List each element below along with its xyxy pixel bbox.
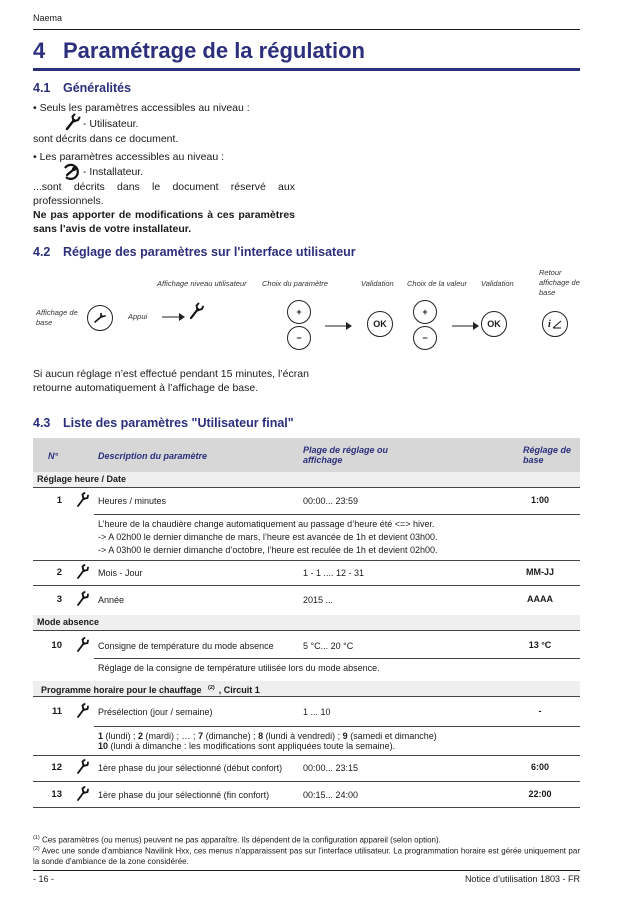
wrench-icon — [93, 312, 107, 324]
option-code: 10 — [98, 741, 109, 751]
arrow-right-icon — [162, 309, 186, 319]
footnote-mark: (1) — [33, 835, 40, 841]
ok-label: OK — [487, 319, 501, 329]
footnote-text: Ces paramètres (ou menus) peuvent ne pas apparaître. Ils dépendent de la configuration appareil (selon option). — [39, 835, 441, 845]
option-code: 1 — [98, 731, 104, 741]
s41-line1: • Seuls les paramètres accessibles au niveau : — [33, 102, 250, 114]
row-note: Réglage de la consigne de température utilisée lors du mode absence. — [98, 663, 380, 673]
wrench-icon — [75, 637, 89, 653]
wrench-icon — [75, 492, 89, 508]
ok-label: OK — [373, 319, 387, 329]
svg-text:i: i — [548, 319, 551, 330]
chapter-title-text: Paramétrage de la régulation — [63, 38, 365, 63]
col-header-num: N° — [48, 451, 59, 461]
table-row — [33, 697, 580, 726]
group-heading — [33, 681, 580, 696]
dial-button[interactable] — [87, 305, 113, 331]
row-default: 1:00 — [530, 495, 549, 505]
ok-button[interactable] — [481, 311, 507, 337]
row-default: 22:00 — [528, 789, 552, 799]
header-divider — [33, 29, 580, 30]
caption-retour: Retour affichage de base — [539, 268, 580, 297]
caption-niveau-utilisateur: Affichage niveau utilisateur — [157, 279, 247, 288]
section-title-text: Réglage des paramètres sur l'interface utilisateur — [63, 245, 356, 259]
wrench-icon — [75, 591, 89, 607]
section-4-3-title — [33, 416, 294, 430]
s41-line4: ...sont décrits dans le document réservé aux professionnels. — [33, 181, 295, 207]
caption-affichage-base: Affichage de base — [36, 308, 78, 327]
row-range: 1 - 1 .... 12 - 31 — [303, 568, 365, 578]
row-number: 11 — [51, 706, 62, 717]
plus-button[interactable] — [413, 300, 437, 324]
ok-button[interactable] — [367, 311, 393, 337]
wrench-icon — [75, 759, 89, 775]
row-range: 00:00... 23:15 — [303, 763, 359, 773]
section-title-text: Généralités — [63, 81, 132, 95]
footnote-2 — [33, 844, 580, 867]
row-description: 1ère phase du jour sélectionné (fin confort) — [98, 790, 270, 800]
table-row — [33, 782, 580, 807]
option-text: (samedi et dimanche) — [347, 731, 437, 741]
row-description: Année — [98, 595, 125, 605]
row-default: AAAA — [527, 594, 553, 604]
plus-glyph: + — [422, 307, 428, 317]
row-number: 2 — [56, 567, 62, 578]
s41-line3: • Les paramètres accessibles au niveau : — [33, 151, 225, 163]
row-note: -> A 02h00 le dernier dimanche de mars, l’heure est avancée de 1h et devient 03h00. — [98, 532, 438, 542]
caption-choix-parametre: Choix du paramètre — [262, 279, 328, 288]
row-note: L’heure de la chaudière change automatiquement au passage d’heure été <=> hiver. — [98, 519, 435, 529]
table-row — [33, 586, 580, 613]
section-number: 4.1 — [33, 81, 51, 95]
chapter-rule — [33, 68, 580, 71]
footer-divider — [33, 870, 580, 871]
table-row — [33, 756, 580, 781]
col-header-range: Plage de réglage ou affichage — [303, 445, 389, 465]
option-code: 7 — [198, 731, 204, 741]
row-number: 13 — [51, 789, 62, 800]
caption-choix-valeur: Choix de la valeur — [407, 279, 468, 288]
minus-glyph: − — [422, 333, 428, 343]
table-row — [33, 561, 580, 585]
chapter-title — [33, 38, 365, 64]
option-code: 8 — [258, 731, 264, 741]
footnote-ref: (2) — [208, 685, 215, 691]
plus-button[interactable] — [287, 300, 311, 324]
caption-appui: Appui — [128, 312, 148, 321]
row-description: Mois - Jour — [98, 568, 143, 578]
group-heading — [33, 615, 580, 630]
wrench-icon — [75, 786, 89, 802]
s42-note: Si aucun réglage n’est effectué pendant 15 minutes, l’écran retourne automatiquement à l’affichage de base. — [33, 368, 309, 394]
wrench-icon — [75, 564, 89, 580]
section-title-text: Liste des paramètres "Utilisateur final" — [63, 416, 294, 430]
row-number: 10 — [51, 640, 62, 651]
group-title: Réglage heure / Date — [37, 474, 127, 484]
row-description: Heures / minutes — [98, 496, 167, 506]
row-range: 1 ... 10 — [303, 707, 331, 717]
minus-glyph: − — [296, 333, 302, 343]
group-title-part: , Circuit 1 — [218, 685, 260, 695]
installer-icon — [62, 163, 80, 181]
document-reference: Notice d’utilisation 1803 - FR — [464, 874, 580, 884]
minus-button[interactable] — [413, 326, 437, 350]
caption-validation-2: Validation — [481, 279, 514, 288]
s41-line2: sont décrits dans ce document. — [33, 133, 179, 145]
row-range: 00:00... 23:59 — [303, 496, 359, 506]
option-text: (lundi) ; — [103, 731, 139, 741]
wrench-icon — [63, 113, 81, 131]
caption-validation-1: Validation — [361, 279, 394, 288]
section-4-1-title — [33, 81, 131, 95]
option-text: (dimanche) ; — [203, 731, 259, 741]
section-number: 4.3 — [33, 416, 51, 430]
s41-user-level: - Utilisateur. — [83, 118, 139, 130]
table-divider — [33, 807, 580, 808]
row-number: 12 — [51, 762, 62, 773]
table-row — [33, 488, 580, 514]
plus-glyph: + — [296, 307, 302, 317]
table-divider — [94, 514, 580, 515]
info-button[interactable] — [542, 311, 568, 337]
section-4-2-title — [33, 245, 356, 259]
row-range: 00:15... 24:00 — [303, 790, 359, 800]
arrow-right-icon — [325, 318, 353, 328]
row-default: 6:00 — [530, 762, 549, 772]
option-text: (lundi à vendredi) ; — [263, 731, 343, 741]
row-number: 3 — [56, 594, 62, 605]
page-number: - 16 - — [33, 874, 55, 884]
group-heading — [33, 472, 580, 487]
option-text: (lundi à dimanche : les modifications sont appliquées toute la semaine). — [108, 741, 396, 751]
row-description: Consigne de température du mode absence — [98, 641, 274, 651]
row-note: -> A 03h00 le dernier dimanche d’octobre, l’heure est reculée de 1h et devient 02h00. — [98, 545, 438, 555]
wrench-icon — [75, 703, 89, 719]
row-range: 5 °C... 20 °C — [303, 641, 354, 651]
s41-installer-level: - Installateur. — [83, 166, 144, 178]
row-note — [98, 740, 395, 752]
row-description: Présélection (jour / semaine) — [98, 707, 213, 717]
row-default: MM-JJ — [525, 567, 554, 577]
minus-button[interactable] — [287, 326, 311, 350]
table-divider — [94, 658, 580, 659]
section-number: 4.2 — [33, 245, 51, 259]
arrow-right-icon — [452, 318, 480, 328]
row-default: - — [538, 706, 542, 716]
table-row — [33, 631, 580, 658]
s41-warning: Ne pas apporter de modifications à ces paramètres sans l’avis de votre installateur. — [33, 209, 295, 235]
row-default: 13 °C — [528, 640, 552, 650]
col-header-description: Description du paramètre — [98, 451, 208, 461]
header-brand: Naema — [33, 13, 63, 23]
row-range: 2015 ... — [303, 595, 334, 605]
chapter-number: 4 — [33, 38, 46, 63]
row-number: 1 — [56, 495, 62, 506]
group-title — [33, 685, 260, 695]
group-title-part: Programme horaire pour le chauffage — [41, 685, 205, 695]
footnote-text: Avec une sonde d'ambiance Navilink Hxx, ces menus n'apparaissent pas sur l'interface utilisateur. La programmation horaire est gérée uniquement par la sonde d'ambiance de la zone considérée. — [33, 846, 580, 866]
option-text: (mardi) ; … ; — [143, 731, 199, 741]
row-description: 1ère phase du jour sélectionné (début confort) — [98, 763, 283, 773]
wrench-icon — [188, 302, 204, 320]
option-code: 2 — [138, 731, 144, 741]
table-divider — [94, 726, 580, 727]
footnote-mark: (2) — [33, 846, 40, 852]
group-title: Mode absence — [37, 617, 100, 627]
col-header-default: Réglage de base — [523, 445, 572, 465]
info-icon — [547, 317, 563, 331]
option-code: 9 — [342, 731, 348, 741]
